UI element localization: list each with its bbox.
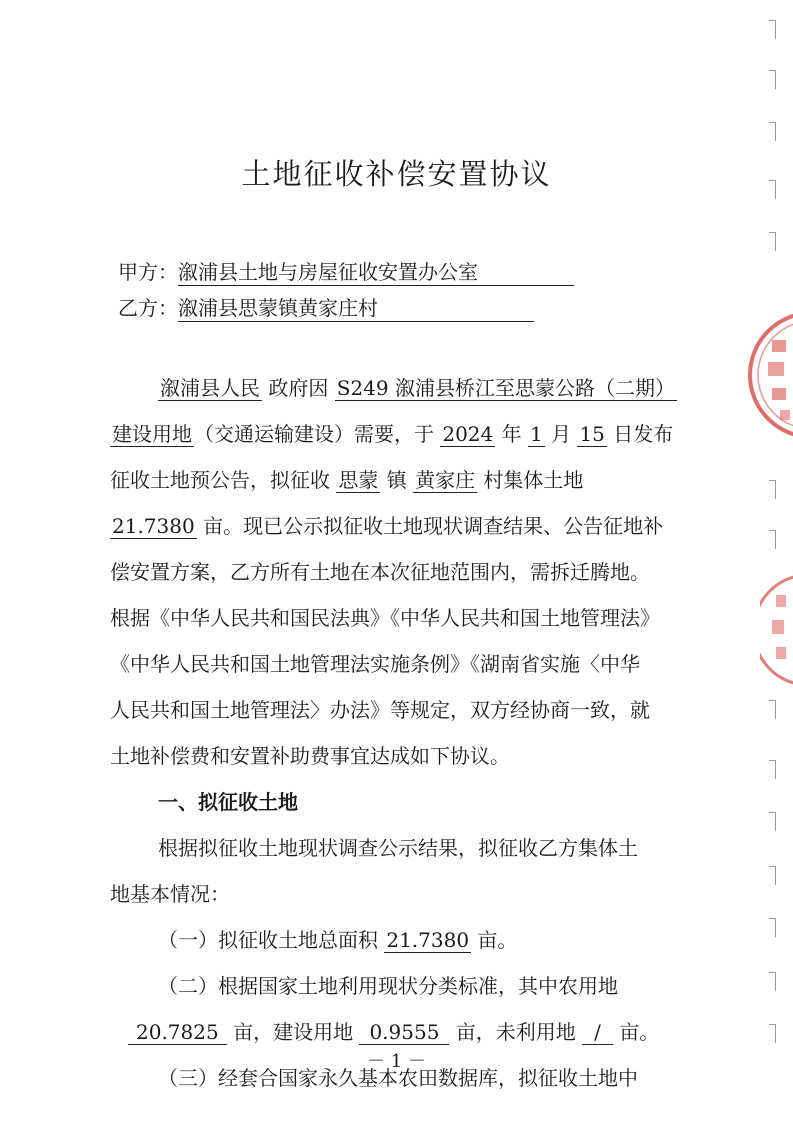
total-area-value-2: 21.7380 xyxy=(386,928,470,952)
body-line-9: 土地补偿费和安置补助费事宜达成如下协议。 xyxy=(110,744,510,768)
town-name: 思蒙 xyxy=(338,468,379,492)
item-2-line-1: （二）根据国家土地利用现状分类标准，其中农用地 xyxy=(158,974,618,998)
year-value: 2024 xyxy=(442,422,494,446)
body-text: （交通运输建设）需要，于 xyxy=(194,422,441,446)
body-text: 政府因 xyxy=(262,376,335,400)
village-name: 黄家庄 xyxy=(415,468,476,492)
item-1 xyxy=(158,926,517,954)
party-a-label: 甲方： xyxy=(118,260,178,284)
body-line-7: 《中华人民共和国土地管理法实施条例》《湖南省实施〈中华 xyxy=(110,652,640,676)
body-text: （一）拟征收土地总面积 xyxy=(158,928,385,952)
scan-edge-marks xyxy=(769,0,775,1122)
body-text: 征收土地预公告，拟征收 xyxy=(110,468,337,492)
project-name: S249 溆浦县桥江至思蒙公路（二期） xyxy=(336,376,675,400)
red-seal-stamp xyxy=(742,300,793,450)
construction-land-value: 0.9555 xyxy=(359,1020,449,1045)
section-1-para-line-2: 地基本情况： xyxy=(110,882,230,906)
item-2-line-2 xyxy=(128,1018,659,1046)
month-value: 1 xyxy=(529,422,543,446)
body-text: 镇 xyxy=(380,468,414,492)
farmland-area-value: 20.7825 xyxy=(128,1020,227,1045)
day-value: 15 xyxy=(579,422,605,446)
land-use-type: 建设用地 xyxy=(112,422,192,446)
party-a-line xyxy=(118,256,574,286)
section-1-para-line-1: 根据拟征收土地现状调查公示结果，拟征收乙方集体土 xyxy=(158,836,638,860)
total-area-value: 21.7380 xyxy=(112,514,195,538)
body-text: 亩。现已公示拟征收土地现状调查结果、公告征地补 xyxy=(196,514,664,538)
body-text: 亩，未利用地 xyxy=(449,1020,583,1044)
body-line-3 xyxy=(110,466,583,494)
body-text: 亩。 xyxy=(471,928,518,952)
item-3-line-1: （三）经套合国家永久基本农田数据库，拟征收土地中 xyxy=(158,1066,638,1090)
body-text: 亩，建设用地 xyxy=(226,1020,360,1044)
body-text: 村集体土地 xyxy=(477,468,584,492)
party-b-name: 溆浦县思蒙镇黄家庄村 xyxy=(178,295,534,322)
body-text: 日发布 xyxy=(606,422,674,446)
party-b-label: 乙方： xyxy=(118,296,178,320)
party-a-name: 溆浦县土地与房屋征收安置办公室 xyxy=(178,259,574,286)
body-text: 月 xyxy=(544,422,578,446)
body-text: 年 xyxy=(495,422,528,446)
body-line-6: 根据《中华人民共和国民法典》《中华人民共和国土地管理法》 xyxy=(110,606,660,630)
body-line-8: 人民共和国土地管理法〉办法》等规定，双方经协商一致，就 xyxy=(110,698,650,722)
body-line-4 xyxy=(110,512,663,540)
body-text: 亩。 xyxy=(612,1020,660,1044)
party-b-line xyxy=(118,292,534,322)
body-line-5: 偿安置方案，乙方所有土地在本次征地范围内，需拆迁腾地。 xyxy=(110,560,650,584)
body-line-2 xyxy=(110,420,673,448)
government-name: 溆浦县人民 xyxy=(160,376,260,400)
section-1-heading: 一、拟征收土地 xyxy=(158,790,298,814)
unused-land-value: / xyxy=(582,1020,613,1045)
document-title: 土地征收补偿安置协议 xyxy=(241,157,552,191)
red-seal-stamp-2 xyxy=(760,575,793,685)
page-number: － 1 － xyxy=(367,1051,426,1072)
body-line-1 xyxy=(158,374,677,402)
